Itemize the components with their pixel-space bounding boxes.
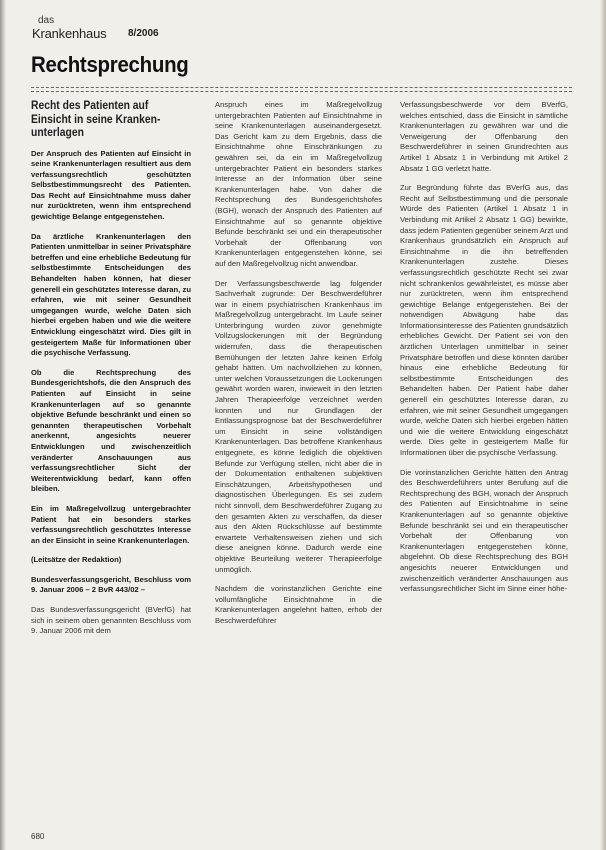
masthead — [32, 16, 232, 46]
column-1 — [31, 100, 191, 646]
lead-paragraph-2: Da ärztliche Krankenunterlagen den Patienten unmittelbar in seiner Privatsphäre betreffen und eine erhebliche Bedeutung für selbstbestimmte Entscheidungen des Behandelten haben können, hat dieser generell ein geschütztes Interesse daran, zu erfahren, wie mit seiner Gesundheit umgegangen wurde, welche Daten sich hierbei ergeben haben und wie die weitere Entwicklung eingeschätzt wird. Dies gilt in gesteigertem Maße für Informationen über die psychische Verfassung. — [31, 231, 191, 358]
journal-logo-line1: das — [38, 15, 55, 26]
body-paragraph-2-3: Nachdem die vorinstanzlichen Gerichte eine vollumfängliche Einsichtnahme in die Krankenunterlagen angelehnt hatten, erhob der Beschwerdeführer — [215, 584, 382, 625]
court-citation: Bundesverfassungsgericht, Beschluss vom 9. Januar 2006 – 2 BvR 443/02 – — [31, 574, 191, 595]
dashed-rule-top — [31, 87, 572, 88]
issue-number: 8/2006 — [128, 28, 159, 39]
body-paragraph-2-1: Anspruch eines im Maßregelvollzug untergebrachten Patienten auf Einsichtnahme in seine Krankenunterlagen auseinandergesetzt. Das Gericht kam zu dem Ergebnis, dass die Einsichtnahme ohne Einschränkungen zu gewähren sei, da ein im Maßregelvollzug untergebrachter Patient ein besonders starkes Interesse an der Information über seine Krankenunterlagen habe. Von daher die Rechtsprechung des Bundesgerichtshofes (BGH), wonach der Anspruch des Patienten auf Einsichtnahme auf so genannte objektive Befunde beschränkt sei und ein therapeutischer Vorbehalt der Offenbarung von Krankenunterlagen entgegenstehen könne, sei auf den Maßregelvollzug nicht anwendbar. — [215, 100, 382, 268]
body-paragraph-3-3: Die vorinstanzlichen Gerichte hätten den Antrag des Beschwerdeführers unter Berufung auf die Rechtsprechung des BGH, wonach der Anspruch des Patienten auf Einsichtnahme in seine Krankenunterlagen auf so genannte objektive Befunde beschränkt sei und ein therapeutischer Vorbehalt der Offenbarung von Krankenunterlagen entgegenstehen könne, abgelehnt. Ob diese Rechtsprechung des BGH angesichts neuerer Entwicklungen und zwischenzeitlich veränderter Anschauungen aus verfassungsrechtlicher Sicht im Sinne einer höhe- — [400, 467, 568, 594]
body-paragraph-3-1: Verfassungsbeschwerde vor dem BVerfG, welches entschied, dass die Einsicht in sämtliche Krankenunterlagen zu gewähren war und die Verweigerung der Offenbarung den Beschwerdeführer in seinen Grundrechten aus Artikel 1 Absatz 1 in Verbindung mit Artikel 2 Absatz 1 GG verletzt hatte. — [400, 100, 568, 173]
body-paragraph-3-2: Zur Begründung führte das BVerfG aus, das Recht auf Selbstbestimmung und die personale Würde des Patienten (Artikel 1 Absatz 1 in Verbindung mit Artikel 2 Absatz 1 GG) bewirkte, dass jedem Patienten gegenüber seinem Arzt und Krankenhaus grundsätzlich ein Anspruch auf Einsichtnahme in die ihn betreffenden Krankenunterlagen zustehe. Dieses verfassungsrechtlich geschützte Recht sei zwar nicht schrankenlos gewährleistet, es müsse aber nur zurücktreten, wenn ihm entsprechend gewichtige Belange entgegenstehen. Bei der notwendigen Abwägung habe das Informationsinteresse des Patienten grundsätzlich erhebliches Gewicht. Der Patient sei von den ärztlichen Unterlagen unmittelbar in seiner Privatsphäre betroffen und diese könnten darüber hinaus eine erhebliche Bedeutung für selbstbestimmte Entscheidungen des Behandelten haben. Der Patient habe daher generell ein geschütztes Interesse daran, zu erfahren, wie mit seiner Gesundheit umgegangen wurde, welche Daten sich hierbei ergeben hätten und wie die weitere Entwicklung eingeschätzt werde. Dies gelte in gesteigertem Maße für Informationen über die psychische Verfassung. — [400, 183, 569, 457]
scan-shadow-left — [0, 0, 6, 850]
article-headline: Recht des Patienten auf Einsicht in seine Kranken-unterlagen — [31, 100, 161, 139]
dashed-rule-bottom — [31, 91, 572, 92]
lead-paragraph-1: Der Anspruch des Patienten auf Einsicht in seine Krankenunterlagen resultiert aus dem verfassungsrechtlich geschützten Selbstbestimmungsrecht des Patienten. Das Recht auf Einsichtnahme muss daher nur zurücktreten, wenn ihm entsprechend gewichtige Belange entgegenstehen. — [31, 148, 191, 222]
page-number: 680 — [31, 832, 45, 841]
editor-note: (Leitsätze der Redaktion) — [31, 555, 122, 565]
column-2 — [215, 100, 382, 636]
intro-paragraph: Das Bundesverfassungsgericht (BVerfG) hat sich in seinem oben genannten Beschluss vom 9. Januar 2006 mit dem — [31, 605, 191, 636]
scan-shadow-right — [600, 0, 606, 850]
lead-paragraph-4: Ein im Maßregelvollzug untergebrachter Patient hat ein besonders starkes verfassungsrechtlich geschütztes Interesse an der Einsicht in seine Krankenunterlagen. — [31, 503, 191, 545]
body-paragraph-2-2: Der Verfassungsbeschwerde lag folgender Sachverhalt zugrunde: Der Beschwerdeführer war in einem psychiatrischen Krankenhaus im Maßregelvollzug untergebracht. Im Laufe seiner Unterbringung wurden zuvor genehmigte Vollzugslockerungen mit der Begründung widerrufen, dass die therapeutischen Bemühungen der letzten Jahre keinen Erfolg gehabt hätten. Um nachvollziehen zu können, unter welchen Voraussetzungen die Lockerungen gewährt worden waren, inwieweit in den letzten Jahren Therapieerfolge verzeichnet werden konnten und nur Grundlagen der Entlassungsprognose bat der Beschwerdeführer um Einsicht in seine vollständigen Krankenunterlagen. Das betroffene Krankenhaus entgegnete, es könne lediglich die objektiven Befunde zur Verfügung stellen, nicht aber die in der Dokumentation enthaltenen subjektiven Einschätzungen, Arbeitshypothesen und diagnostischen Überlegungen. Es sei zudem nicht sinnvoll, dem Beschwerdeführer Zugang zu den gesamten Akten zu verschaffen, da dieser aus den Akten Rückschlüsse auf bestimmte erwartete Verhaltensweisen ziehen und sich diese aneignen könne. Dadurch werde eine objektive Beurteilung weiterer Therapieerfolge unmöglich. — [215, 278, 382, 574]
column-3 — [400, 100, 568, 604]
lead-paragraph-3: Ob die Rechtsprechung des Bundesgerichtshofs, die den Anspruch des Patienten auf Einsicht in seine Krankenunterlagen auf so genannte objektive Befunde beschränkt und einen so genannten therapeutischen Vorbehalt anerkennt, angesichts neuerer Entwicklungen und zwischenzeitlich veränderter Anschauungen aus verfassungsrechtlicher Sicht der Weiterentwicklung bedarf, kann offen bleiben. — [31, 367, 191, 494]
journal-logo-line2: Krankenhaus — [32, 26, 107, 41]
section-title: Rechtsprechung — [31, 52, 189, 77]
